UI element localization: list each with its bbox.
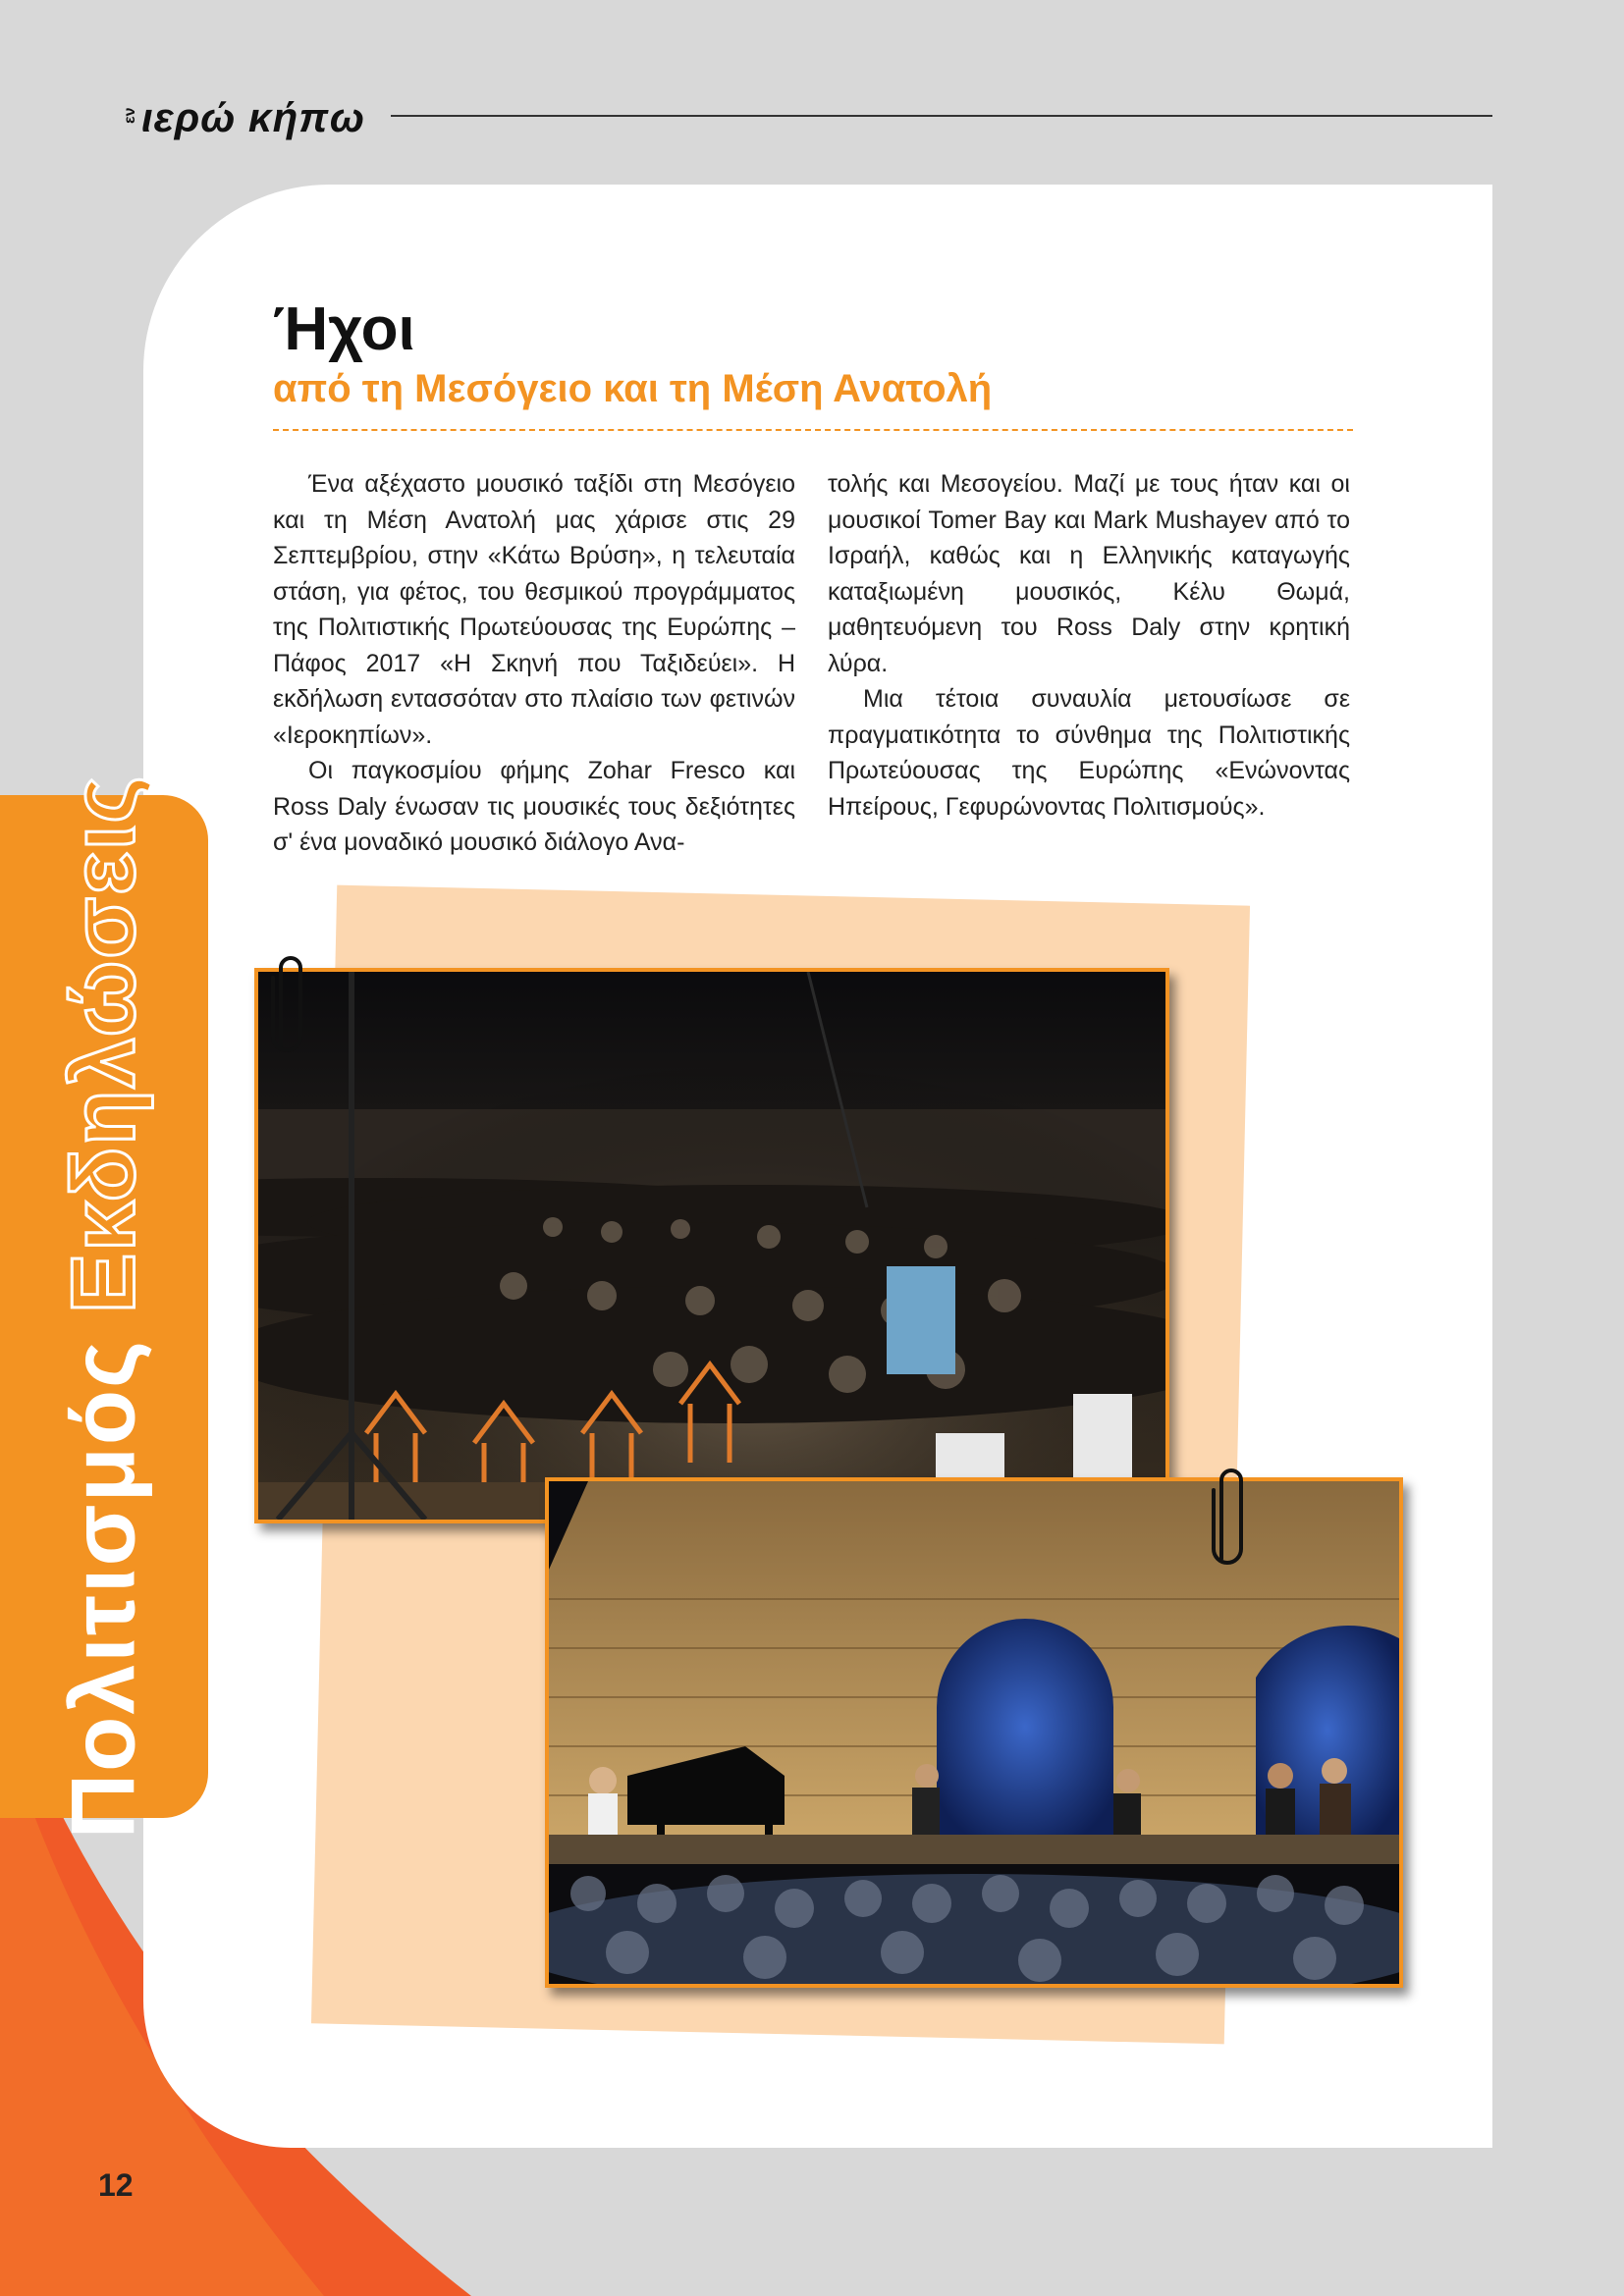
article-title: Ήχοι [273, 295, 415, 363]
paragraph: Ένα αξέχαστο μουσικό ταξίδι στη Μεσόγειο και τη Μέση Ανατολή μας χάρισε στις 29 Σεπτεμβρίου, στην «Κάτω Βρύση», η τελευταία στάση, για φέτος, του θεσμικού προγράμματος της Πολιτιστικής Πρωτεύουσας της Ευρώπης – Πάφος 2017 «Η Σκηνή που Ταξιδεύει». Η εκδήλωση εντασσόταν στο πλαίσιο των φετινών «Ιεροκηπίων». [273, 470, 795, 749]
section-tab [0, 774, 208, 1840]
photo-audience-image [258, 972, 1165, 1520]
paragraph: τολής και Μεσογείου. Μαζί με τους ήταν και οι μουσικοί Tomer Bay και Mark Mushayev από το Ισραήλ, καθώς και η Ελληνικής καταγωγής καταξιωμένη μουσικός, Κέλυ Θωμά, μαθητευόμενη του Ross Daly στην κρητική λύρα. [828, 470, 1350, 677]
paperclip-icon [1206, 1461, 1251, 1576]
photo-audience [254, 968, 1169, 1523]
body-column-left [273, 466, 795, 861]
section-label-outline: Εκδηλώσεις [53, 774, 154, 1314]
section-label-main: Πολιτισμός [53, 1339, 154, 1840]
article-subtitle: από τη Μεσόγειο και τη Μέση Ανατολή [273, 367, 993, 410]
paperclip-icon [265, 948, 310, 1064]
photo-concert [545, 1477, 1403, 1988]
publication-title: ιερώ κήπω [141, 94, 365, 140]
page-number: 12 [98, 2167, 134, 2203]
body-column-right [828, 466, 1350, 825]
paragraph: Οι παγκοσμίου φήμης Zohar Fresco και Ross Daly ένωσαν τις μουσικές τους δεξιότητες σ' ένα μοναδικό μουσικό διάλογο Ανα- [273, 757, 795, 856]
masthead-prefix: εν [122, 107, 138, 124]
section-label [53, 774, 156, 1840]
paragraph: Μια τέτοια συναυλία μετουσίωσε σε πραγματικότητα το σύνθημα της Πολιτιστικής Πρωτεύουσας της Ευρώπης «Ενώνοντας Ηπείρους, Γεφυρώνοντας Πολιτισμούς». [828, 685, 1350, 821]
dashed-divider [273, 429, 1353, 431]
photo-concert-image [549, 1481, 1399, 1984]
header-rule [391, 115, 1492, 117]
